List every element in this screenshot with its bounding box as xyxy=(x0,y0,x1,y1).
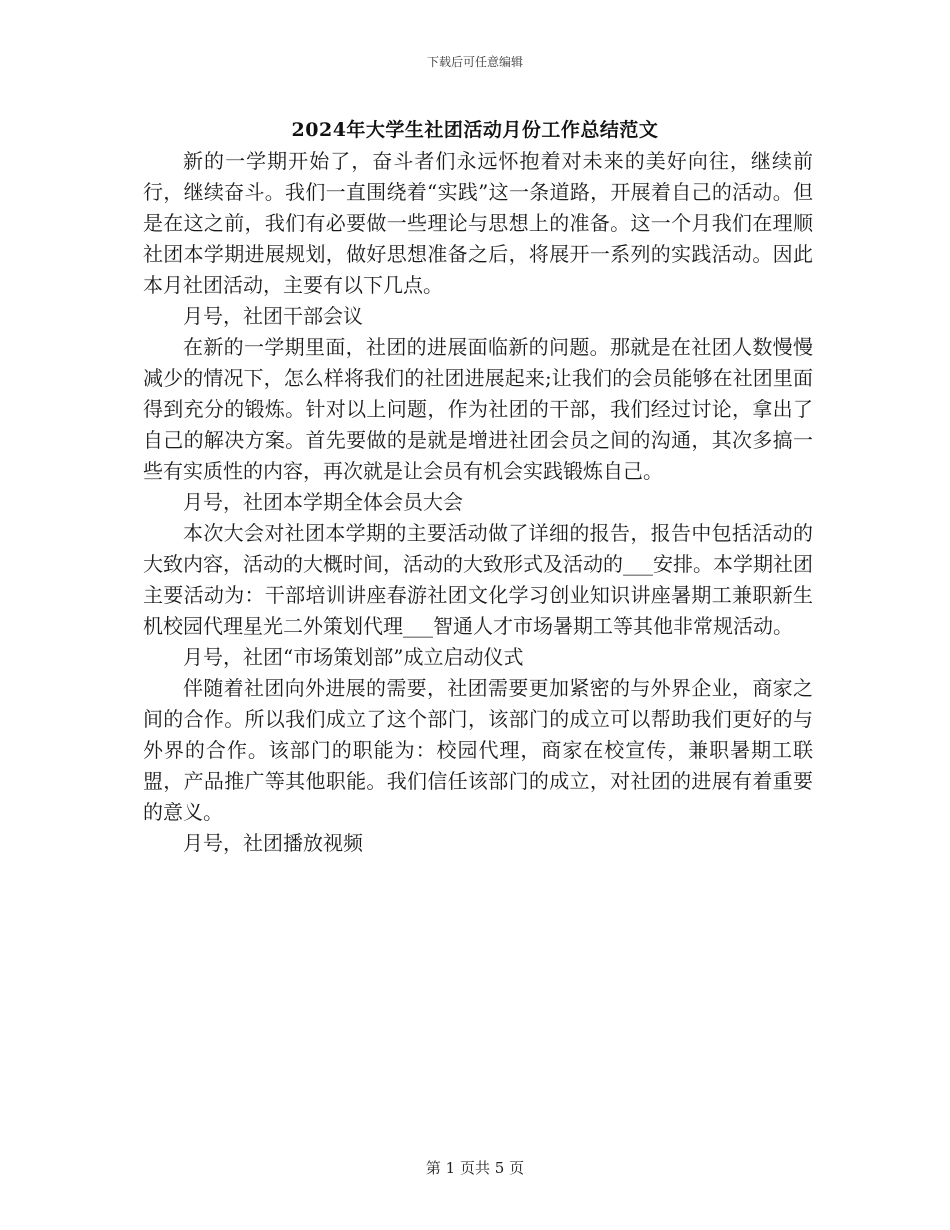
document-body xyxy=(143,146,813,859)
page-number: 第 1 页共 5 页 xyxy=(425,1159,525,1177)
document-title: 2024年大学生社团活动月份工作总结范文 xyxy=(291,119,659,141)
section-heading-general-assembly: 月号，社团本学期全体会员大会 xyxy=(183,490,463,514)
section-heading-marketing-dept: 月号，社团“市场策划部”成立启动仪式 xyxy=(183,645,524,669)
page-header-note: 下载后可任意编辑 xyxy=(426,55,523,69)
paragraph-intro: 新的一学期开始了，奋斗者们永远怀抱着对未来的美好向往，继续前行，继续奋斗。我们一直围绕着“实践”这一条道路，开展着自己的活动。但是在这之前，我们有必要做一些理论与思想上的准备。这一个月我们在理顺社团本学期进展规划，做好思想准备之后，将展开一系列的实践活动。因此本月社团活动，主要有以下几点。 xyxy=(143,149,813,297)
paragraph-cadre-meeting: 在新的一学期里面，社团的进展面临新的问题。那就是在社团人数慢慢减少的情况下，怎么样将我们的社团进展起来;让我们的会员能够在社团里面得到充分的锻炼。针对以上问题，作为社团的干部，我们经过讨论，拿出了自己的解决方案。首先要做的是就是增进社团会员之间的沟通，其次多搞一些有实质性的内容，再次就是让会员有机会实践锻炼自己。 xyxy=(143,335,813,483)
section-heading-cadre-meeting: 月号，社团干部会议 xyxy=(183,304,363,328)
paragraph-general-assembly: 本次大会对社团本学期的主要活动做了详细的报告，报告中包括活动的大致内容，活动的大概时间，活动的大致形式及活动的___安排。本学期社团主要活动为：干部培训讲座春游社团文化学习创业知识讲座暑期工兼职新生机校园代理星光二外策划代理___智通人才市场暑期工等其他非常规活动。 xyxy=(143,521,813,638)
paragraph-marketing-dept: 伴随着社团向外进展的需要，社团需要更加紧密的与外界企业，商家之间的合作。所以我们成立了这个部门，该部门的成立可以帮助我们更好的与外界的合作。该部门的职能为：校园代理，商家在校宣传，兼职暑期工联盟，产品推广等其他职能。我们信任该部门的成立，对社团的进展有着重要的意义。 xyxy=(143,676,813,824)
section-heading-video: 月号，社团播放视频 xyxy=(183,831,363,855)
